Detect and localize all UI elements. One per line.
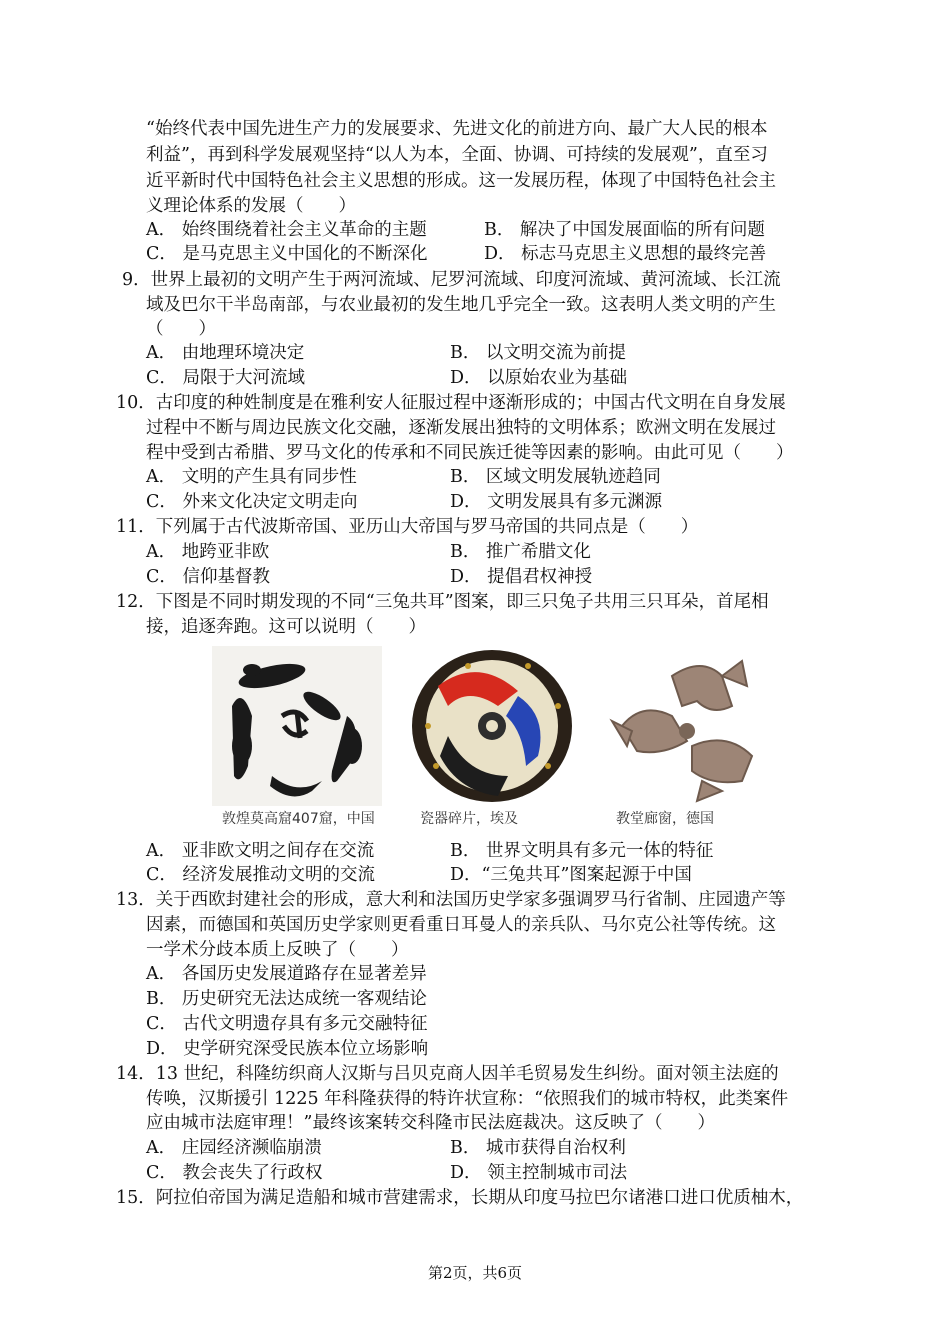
q11-option-c[interactable]: C． 信仰基督教 (146, 567, 270, 587)
caption-germany: 教堂廊窗，德国 (616, 811, 714, 827)
q8-option-a[interactable]: A． 始终围绕着社会主义革命的主题 (146, 220, 427, 240)
q14-option-a[interactable]: A． 庄园经济濒临崩溃 (146, 1138, 322, 1158)
q11-option-b[interactable]: B． 推广希腊文化 (450, 542, 591, 562)
q9-line-2: 域及巴尔干半岛南部，与农业最初的发生地几乎完全一致。这表明人类文明的产生 (146, 295, 776, 315)
three-hares-dunhuang-image (212, 646, 382, 806)
q10-option-c[interactable]: C． 外来文化决定文明走向 (146, 492, 358, 512)
q10-line-2: 过程中不断与周边民族文化交融，逐渐发展出独特的文明体系；欧洲文明在发展过 (146, 418, 776, 438)
q13-option-d[interactable]: D． 史学研究深受民族本位立场影响 (146, 1039, 429, 1059)
q10-line-1: 10．古印度的种姓制度是在雅利安人征服过程中逐渐形成的；中国古代文明在自身发展 (116, 393, 786, 413)
q9-option-b[interactable]: B． 以文明交流为前提 (450, 343, 626, 363)
q13-line-2: 因素，而德国和英国历史学家则更看重日耳曼人的亲兵队、马尔克公社等传统。这 (146, 915, 776, 935)
q14-option-b[interactable]: B． 城市获得自治权利 (450, 1138, 626, 1158)
q12-option-d[interactable]: D．“三兔共耳”图案起源于中国 (450, 865, 692, 885)
caption-dunhuang: 敦煌莫高窟407窟，中国 (222, 811, 375, 827)
q14-line-1: 14．13 世纪，科隆纺织商人汉斯与吕贝克商人因羊毛贸易发生纠纷。面对领主法庭的 (116, 1064, 779, 1084)
three-hares-egypt-image (408, 646, 576, 806)
q8-line-2: 利益”，再到科学发展观坚持“以人为本，全面、协调、可持续的发展观”，直至习 (146, 145, 768, 165)
q13-line-1: 13．关于西欧封建社会的形成，意大利和法国历史学家多强调罗马行省制、庄园遗产等 (116, 890, 786, 910)
q8-line-1: “始终代表中国先进生产力的发展要求、先进文化的前进方向、最广大人民的根本 (146, 119, 768, 139)
q9-option-d[interactable]: D． 以原始农业为基础 (450, 368, 628, 388)
q11-option-d[interactable]: D． 提倡君权神授 (450, 567, 593, 587)
q12-line-2: 接，追逐奔跑。这可以说明（ ） (146, 617, 426, 637)
q14-option-d[interactable]: D． 领主控制城市司法 (450, 1163, 628, 1183)
q14-option-c[interactable]: C． 教会丧失了行政权 (146, 1163, 323, 1183)
q9-line-1: 9．世界上最初的文明产生于两河流域、尼罗河流域、印度河流域、黄河流域、长江流 (122, 270, 781, 290)
q13-option-a[interactable]: A． 各国历史发展道路存在显著差异 (146, 964, 427, 984)
q10-line-3: 程中受到古希腊、罗马文化的传承和不同民族迁徙等因素的影响。由此可见（ ） (146, 443, 794, 463)
q8-line-4: 义理论体系的发展（ ） (146, 196, 356, 216)
q11-option-a[interactable]: A． 地跨亚非欧 (146, 542, 270, 562)
q9-line-3: （ ） (146, 319, 216, 339)
q12-option-b[interactable]: B． 世界文明具有多元一体的特征 (450, 841, 714, 861)
q8-option-d[interactable]: D． 标志马克思主义思想的最终完善 (484, 244, 767, 264)
q14-line-2: 传唤，汉斯援引 1225 年科隆获得的特许状宣称：“依照我们的城市特权，此类案件 (146, 1089, 789, 1109)
q13-option-c[interactable]: C． 古代文明遗存具有多元交融特征 (146, 1014, 428, 1034)
q9-option-a[interactable]: A． 由地理环境决定 (146, 343, 305, 363)
q9-option-c[interactable]: C． 局限于大河流域 (146, 368, 305, 388)
q10-option-a[interactable]: A． 文明的产生具有同步性 (146, 467, 357, 487)
q11-line-1: 11．下列属于古代波斯帝国、亚历山大帝国与罗马帝国的共同点是（ ） (116, 517, 699, 537)
q8-line-3: 近平新时代中国特色社会主义思想的形成。这一发展历程，体现了中国特色社会主 (146, 171, 776, 191)
page-footer: 第2页，共6页 (427, 1264, 523, 1282)
q12-option-c[interactable]: C． 经济发展推动文明的交流 (146, 865, 375, 885)
q13-line-3: 一学术分歧本质上反映了（ ） (146, 940, 409, 960)
q10-option-d[interactable]: D． 文明发展具有多元渊源 (450, 492, 663, 512)
three-hares-figure (212, 642, 772, 832)
caption-egypt: 瓷器碎片，埃及 (420, 811, 518, 827)
q15-line-1: 15．阿拉伯帝国为满足造船和城市营建需求，长期从印度马拉巴尔诸港口进口优质柚木， (116, 1188, 804, 1208)
q8-option-b[interactable]: B． 解决了中国发展面临的所有问题 (484, 220, 765, 240)
q12-line-1: 12．下图是不同时期发现的不同“三兔共耳”图案，即三只兔子共用三只耳朵，首尾相 (116, 592, 769, 612)
q12-option-a[interactable]: A． 亚非欧文明之间存在交流 (146, 841, 375, 861)
q13-option-b[interactable]: B． 历史研究无法达成统一客观结论 (146, 989, 427, 1009)
q14-line-3: 应由城市法庭审理！”最终该案转交科隆市民法庭裁决。这反映了（ ） (146, 1113, 715, 1133)
three-hares-germany-image (602, 646, 772, 806)
q8-option-c[interactable]: C． 是马克思主义中国化的不断深化 (146, 244, 428, 264)
q10-option-b[interactable]: B． 区域文明发展轨迹趋同 (450, 467, 661, 487)
